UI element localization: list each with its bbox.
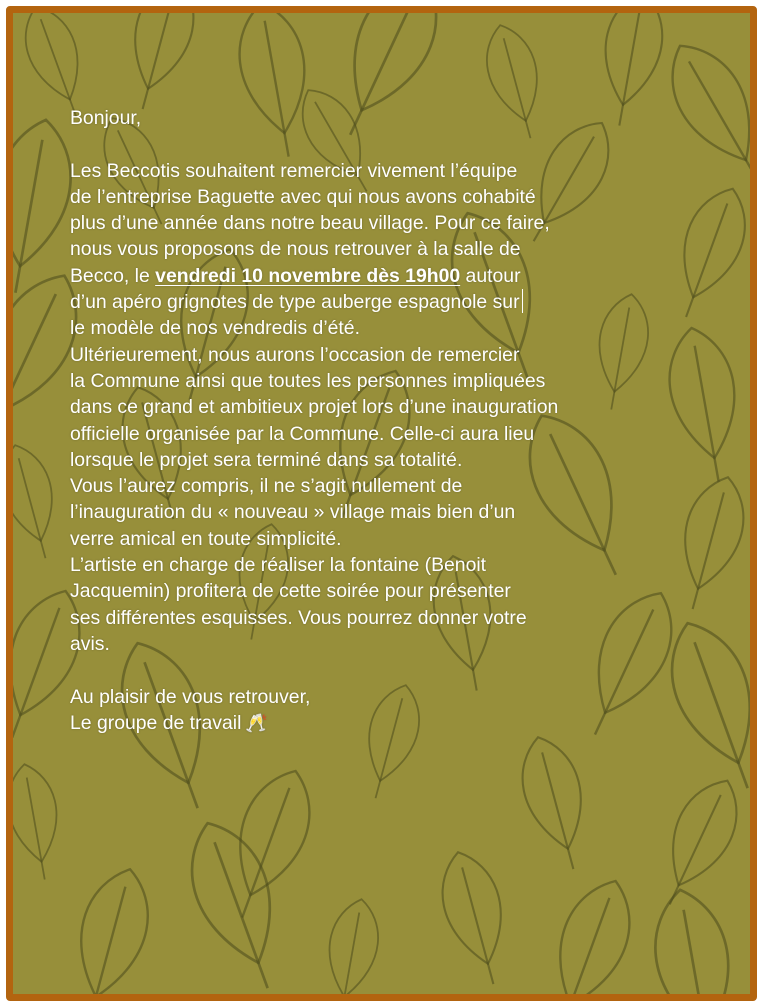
- body-line: [70, 289, 730, 315]
- event-date-line: [70, 263, 730, 289]
- event-text-before: Becco, le: [70, 264, 156, 287]
- leaf-outline: [431, 845, 520, 991]
- leaf-outline: [511, 730, 600, 876]
- leaf-outline: [645, 769, 750, 916]
- signature-text: Le groupe de travail: [70, 711, 242, 734]
- signature-line: [70, 710, 730, 736]
- body-line: nous vous proposons de nous retrouver à la salle de: [70, 238, 521, 261]
- body-line: lorsque le projet sera terminé dans sa totalité.: [70, 448, 463, 471]
- clinking-glasses-icon: 🥂: [245, 712, 268, 733]
- body-line: officielle organisée par la Commune. Celle-ci aura lieu: [70, 422, 535, 445]
- letter-body: [70, 105, 730, 736]
- leaf-outline: [318, 895, 385, 994]
- body-line: Les Beccotis souhaitent remercier vivement l’équipe: [70, 159, 518, 182]
- event-text-after: autour: [460, 264, 521, 287]
- leaf-outline: [116, 13, 205, 116]
- closing-line: Au plaisir de vous retrouver,: [70, 685, 311, 708]
- body-line: L’artiste en charge de réaliser la fontaine (Benoit: [70, 554, 487, 577]
- body-line: avis.: [70, 632, 110, 655]
- event-date-highlight: vendredi 10 novembre dès 19h00: [155, 264, 461, 287]
- leaf-outline: [174, 811, 301, 994]
- text-cursor: [522, 289, 523, 313]
- invitation-card: [6, 6, 757, 1001]
- body-line: le modèle de nos vendredis d’été.: [70, 317, 360, 340]
- body-line: Vous l’aurez compris, il ne s’agit nullement de: [70, 475, 463, 498]
- body-line: plus d’une année dans notre beau village. Pour ce faire,: [70, 212, 550, 235]
- body-line-text: d’un apéro grignotes de type auberge espagnole sur: [70, 291, 520, 314]
- body-line: Jacquemin) profitera de cette soirée pour présenter: [70, 580, 511, 603]
- body-line: dans ce grand et ambitieux projet lors d’une inauguration: [70, 396, 559, 419]
- blank-line: [70, 131, 730, 157]
- leaf-outline: [13, 439, 68, 564]
- body-line: de l’entreprise Baguette avec qui nous avons cohabité: [70, 185, 536, 208]
- greeting-line: Bonjour,: [70, 107, 142, 129]
- leaf-outline: [13, 760, 68, 883]
- body-line: Ultérieurement, nous aurons l’occasion de remercier: [70, 343, 520, 366]
- leaf-outline: [59, 861, 161, 994]
- body-line: ses différentes esquisses. Vous pourrez donner votre: [70, 606, 527, 629]
- body-line: l’inauguration du « nouveau » village mais bien d’un: [70, 501, 516, 524]
- blank-line: [70, 657, 730, 683]
- body-line: verre amical en toute simplicité.: [70, 527, 342, 550]
- leaf-outline: [645, 884, 746, 994]
- leaf-outline: [532, 870, 645, 994]
- body-line: la Commune ainsi que toutes les personnes impliquées: [70, 369, 546, 392]
